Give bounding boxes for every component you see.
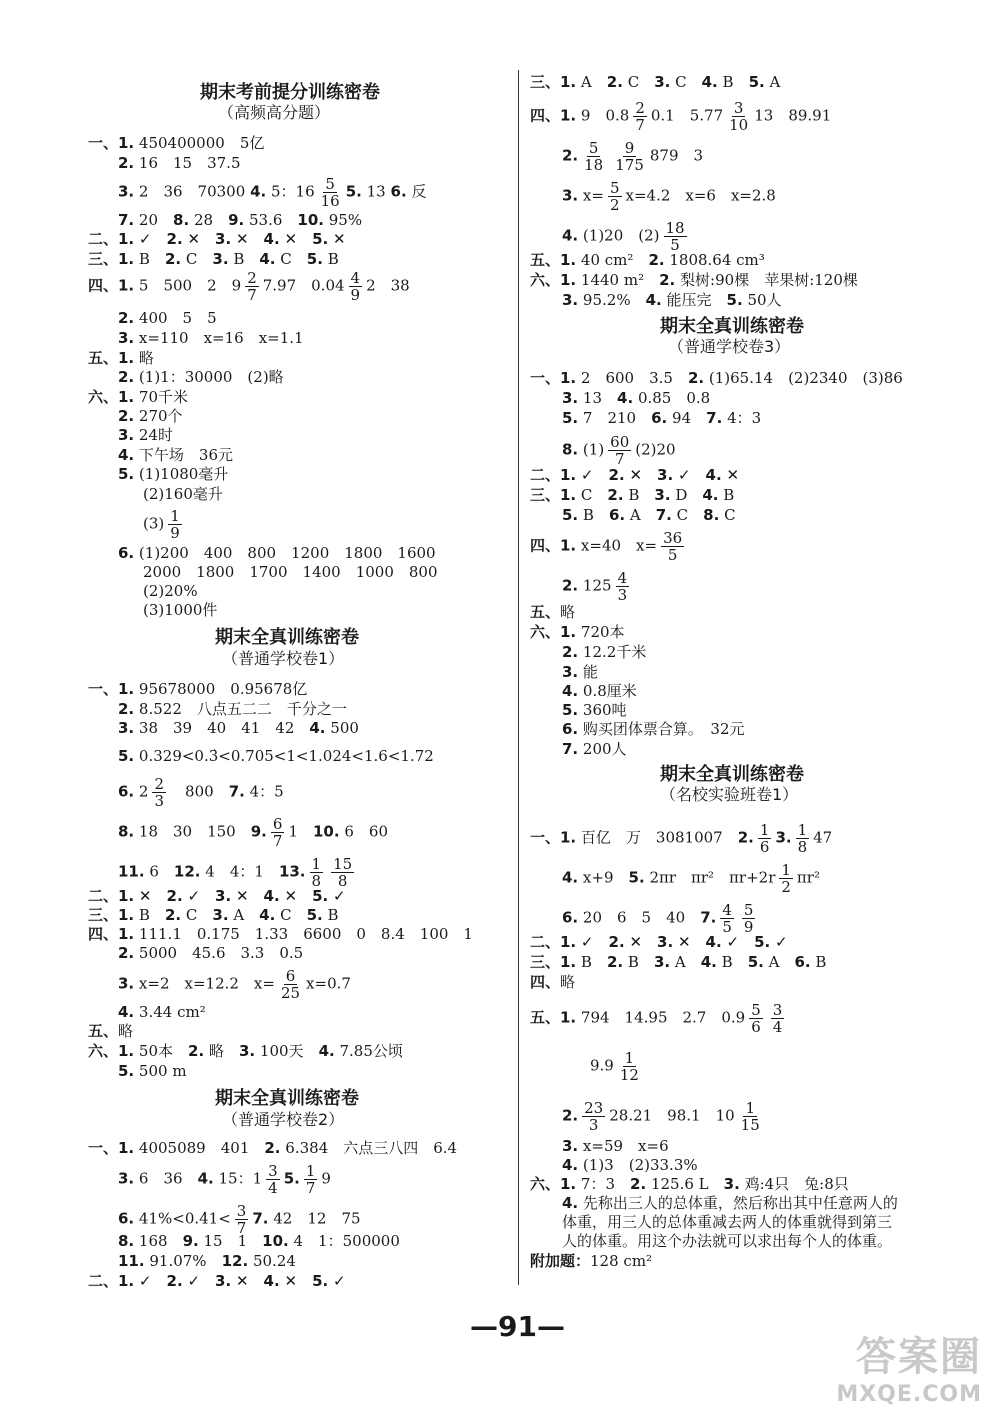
answer-row: 一、1. 2 600 3.5 2. (1)65.14 (2)2340 (3)86: [530, 369, 903, 387]
fraction: $\frac{5}{2}$: [609, 179, 620, 214]
answer-row: 6. (1)200 400 800 1200 1800 1600: [118, 544, 436, 562]
answer-row: 2. 400 5 5: [118, 309, 217, 327]
answer-row: 2. 16 15 37.5: [118, 154, 241, 172]
fraction: $\frac{36}{5}$: [663, 529, 683, 564]
fraction: $\frac{1}{2}$: [781, 861, 791, 896]
answer-row: 3. 13 4. 0.85 0.8: [562, 389, 711, 407]
answer-row: 四、1. 111.1 0.175 1.33 6600 0 8.4 100 1: [88, 925, 473, 943]
fraction: $\frac{1}{12}$: [619, 1049, 639, 1084]
answer-row: 二、1. ✓ 2. ✕ 3. ✕ 4. ✕ 5. ✕: [88, 230, 346, 248]
answer-row: 4. 先称出三人的总体重，然后称出其中任意两人的: [562, 1194, 898, 1212]
answer-row: 4. 下午场 36元: [118, 446, 234, 464]
answer-row: (3) $\frac{1}{9}$: [143, 507, 180, 542]
fraction: $\frac{1}{15}$: [740, 1099, 760, 1134]
answer-row: 二、1. ✓ 2. ✕ 3. ✕ 4. ✓ 5. ✓: [530, 933, 788, 951]
answer-row: 五、1. 略: [88, 349, 154, 367]
answer-row: 3. x=2 x=12.2 x= $\frac{6}{25}$ x=0.7: [118, 967, 351, 1002]
answer-row: 3. 38 39 40 41 42 4. 500: [118, 719, 359, 737]
answer-row: (3)1000件: [143, 601, 218, 619]
section-title: 期末全真训练密卷: [215, 1088, 359, 1109]
answer-row: 7. 20 8. 28 9. 53.6 10. 95%: [118, 211, 363, 229]
fraction: $\frac{5}{9}$: [743, 901, 754, 936]
answer-row: 5. 360吨: [562, 701, 627, 719]
column-divider: [518, 70, 519, 1285]
section-title: 期末全真训练密卷: [660, 316, 804, 337]
section-title: 期末全真训练密卷: [660, 764, 804, 785]
answer-row: 8. 168 9. 15 1 10. 4 1：500000: [118, 1232, 400, 1250]
answer-row: 二、1. ✕ 2. ✓ 3. ✕ 4. ✕ 5. ✓: [88, 887, 346, 905]
answer-row: 2. $\frac{5}{18}$ $\frac{9}{175}$ 879 3: [562, 139, 704, 174]
answer-row: 六、1. 1440 m² 2. 梨树:90棵 苹果树:120棵: [530, 271, 858, 289]
answer-row: 三、1. B 2. C 3. B 4. C 5. B: [88, 250, 339, 268]
answer-row: 4. 3.44 cm²: [118, 1003, 206, 1021]
fraction: $\frac{5}{6}$: [751, 1001, 761, 1036]
answer-row: 三、1. A 2. C 3. C 4. B 5. A: [530, 73, 781, 91]
answer-row: 2. 8.522 八点五二二 千分之一: [118, 700, 347, 718]
watermark-logo: 答案圈: [856, 1334, 982, 1380]
fraction: $\frac{1}{7}$: [305, 1162, 316, 1197]
answer-row: 2. 5000 45.6 3.3 0.5: [118, 944, 304, 962]
answer-row: 3. 24时: [118, 426, 174, 444]
answer-row: 3. 95.2% 4. 能压完 5. 50人: [562, 291, 782, 309]
answer-row: 2. 12.2千米: [562, 643, 647, 661]
answer-row: 4. 0.8厘米: [562, 682, 637, 700]
answer-row: 3. 能: [562, 663, 598, 681]
answer-row: 四、略: [530, 973, 576, 991]
fraction: $\frac{60}{7}$: [610, 433, 630, 468]
fraction: $\frac{1}{6}$: [759, 821, 770, 856]
fraction: $\frac{3}{4}$: [772, 1001, 783, 1036]
fraction: $\frac{6}{25}$: [280, 967, 301, 1002]
answer-row: 2. $\frac{23}{3}$ 28.21 98.1 10 $\frac{1}{15}$: [562, 1099, 760, 1134]
answer-row: 一、1. 4005089 401 2. 6.384 六点三八四 6.4: [88, 1139, 458, 1157]
answer-row: 8. 18 30 150 9. $\frac{6}{7}$ 1 10. 6 60: [118, 815, 388, 850]
answer-row: 五、1. 794 14.95 2.7 0.9 $\frac{5}{6}$ $\frac{3}{4}$: [530, 1001, 783, 1036]
answer-row: 5. 500 m: [118, 1062, 187, 1080]
answer-row: 体重，用三人的总体重减去两人的体重就得到第三: [562, 1213, 893, 1231]
answer-row: 6. 购买团体票合算。 32元: [562, 720, 745, 738]
fraction: $\frac{3}{4}$: [268, 1162, 278, 1197]
answer-row: 人的体重。用这个办法就可以求出每个人的体重。: [562, 1232, 893, 1250]
fraction: $\frac{1}{9}$: [170, 507, 180, 542]
answer-row: 5. (1)1080毫升: [118, 465, 229, 483]
fraction: $\frac{4}{9}$: [350, 269, 361, 304]
answer-row: 5. 0.329<0.3̇<0.705<1<1.024<1.6<1.72: [118, 747, 434, 765]
answer-row: 3. 6 36 4. 15：1 $\frac{3}{4}$ 5. $\frac{1}{7}$ 9: [118, 1162, 331, 1197]
fraction: $\frac{18}{5}$: [665, 219, 685, 254]
answer-row: 11. 6 12. 4 4：1 13. $\frac{1}{8}$ $\frac{15}{8}$: [118, 855, 353, 890]
answer-row: 一、1. 95678000 0.95678亿: [88, 680, 308, 698]
fraction: $\frac{5}{18}$: [584, 139, 604, 174]
answer-row: 二、1. ✓ 2. ✓ 3. ✕ 4. ✕ 5. ✓: [88, 1272, 346, 1290]
fraction: $\frac{3}{7}$: [236, 1202, 247, 1237]
answer-row: 7. 200人: [562, 740, 627, 758]
answer-row: 4. (1)20 (2) $\frac{18}{5}$: [562, 219, 685, 254]
answer-row: 四、1. x=40 x= $\frac{36}{5}$: [530, 529, 683, 564]
page-number: —91—: [470, 1310, 565, 1343]
section-subtitle: （名校实验班卷1）: [660, 785, 799, 804]
answer-row: 3. x=59 x=6: [562, 1137, 669, 1155]
fraction: $\frac{23}{3}$: [584, 1099, 604, 1134]
answer-row: (2)160毫升: [143, 485, 223, 503]
answer-row: 二、1. ✓ 2. ✕ 3. ✓ 4. ✕: [530, 466, 740, 484]
fraction: $\frac{4}{3}$: [617, 569, 628, 604]
answer-row: 六、1. 50本 2. 略 3. 100天 4. 7.85公顷: [88, 1042, 403, 1060]
answer-row: 5. B 6. A 7. C 8. C: [562, 506, 736, 524]
answer-row: 附加题：128 cm²: [530, 1252, 653, 1270]
fraction: $\frac{2}{7}$: [635, 99, 645, 134]
answer-row: 三、1. B 2. C 3. A 4. C 5. B: [88, 906, 339, 924]
fraction: $\frac{2}{3}$: [154, 775, 165, 810]
answer-row: 11. 91.07% 12. 50.24: [118, 1252, 296, 1270]
answer-row: 9.9 $\frac{1}{12}$: [590, 1049, 639, 1084]
section-subtitle: （普通学校卷2）: [222, 1110, 345, 1129]
fraction: $\frac{9}{175}$: [615, 139, 644, 174]
answer-row: 三、1. B 2. B 3. A 4. B 5. A 6. B: [530, 953, 827, 971]
answer-row: 六、1. 70千米: [88, 388, 189, 406]
answer-row: 五、略: [88, 1022, 134, 1040]
fraction: $\frac{6}{7}$: [272, 815, 283, 850]
section-subtitle: （普通学校卷1）: [222, 649, 345, 668]
answer-row: 6. 20 6 5 40 7. $\frac{4}{5}$ $\frac{5}{9}$: [562, 901, 754, 936]
section-title: 期末全真训练密卷: [215, 627, 359, 648]
answer-row: 五、1. 40 cm² 2. 1808.64 cm³: [530, 251, 765, 269]
answer-row: 6. 41%<0.4̇1< $\frac{3}{7}$ 7. 42 12 75: [118, 1202, 361, 1237]
answer-row: (2)20%: [143, 582, 198, 600]
section-subtitle: （高频高分题）: [218, 103, 331, 122]
fraction: $\frac{3}{10}$: [729, 99, 749, 134]
answer-row: 8. (1) $\frac{60}{7}$ (2)20: [562, 433, 676, 468]
answer-row: 2. 270个: [118, 407, 183, 425]
answer-row: 3. x= $\frac{5}{2}$ x=4.2 x=6 x=2.8: [562, 179, 776, 214]
answer-row: 3. x=110 x=16 x=1.1: [118, 329, 304, 347]
answer-row: 3. 2 36 70300 4. 5：16 $\frac{5}{16}$ 5. 13 6. 反: [118, 175, 427, 210]
fraction: $\frac{1}{8}$: [797, 821, 808, 856]
answer-row: 三、1. C 2. B 3. D 4. B: [530, 486, 735, 504]
answer-row: 5. 7 210 6. 94 7. 4：3: [562, 409, 762, 427]
answer-row: 六、1. 720本: [530, 623, 625, 641]
fraction: $\frac{5}{16}$: [320, 175, 340, 210]
answer-row: 4. (1)3 (2)33.3%: [562, 1156, 698, 1174]
fraction: $\frac{2}{7}$: [247, 269, 257, 304]
watermark-url: MXQE.COM: [836, 1382, 982, 1407]
answer-row: 四、1. 5 500 2 9 $\frac{2}{7}$ 7.97 0.04 $\frac{4}{9}$ 2 38: [88, 269, 410, 304]
answer-row: 一、1. 450400000 5亿: [88, 134, 265, 152]
answer-row: 一、1. 百亿 万 3081007 2. $\frac{1}{6}$ 3. $\frac{1}{8}$ 47: [530, 821, 833, 856]
answer-row: 6. 2 $\frac{2}{3}$ 800 7. 4：5: [118, 775, 284, 810]
fraction: $\frac{15}{8}$: [333, 855, 353, 890]
section-title: 期末考前提分训练密卷: [200, 82, 380, 103]
fraction: $\frac{1}{8}$: [311, 855, 322, 890]
answer-row: 2. 125 $\frac{4}{3}$: [562, 569, 628, 604]
answer-row: 2. (1)1：30000 (2)略: [118, 368, 284, 386]
answer-row: 2000 1800 1700 1400 1000 800: [143, 563, 438, 581]
answer-row: 六、1. 7：3 2. 125.6 L 3. 鸡:4只 兔:8只: [530, 1175, 849, 1193]
answer-row: 4. x+9 5. 2πr πr² πr+2r $\frac{1}{2}$ πr²: [562, 861, 820, 896]
fraction: $\frac{4}{5}$: [722, 901, 732, 936]
watermark: [836, 1325, 982, 1407]
section-subtitle: （普通学校卷3）: [668, 337, 791, 356]
answer-row: 四、1. 9 0.8 $\frac{2}{7}$ 0.1 5.77 $\frac{3}{10}$ 13 89.91: [530, 99, 832, 134]
answer-row: 五、略: [530, 603, 576, 621]
